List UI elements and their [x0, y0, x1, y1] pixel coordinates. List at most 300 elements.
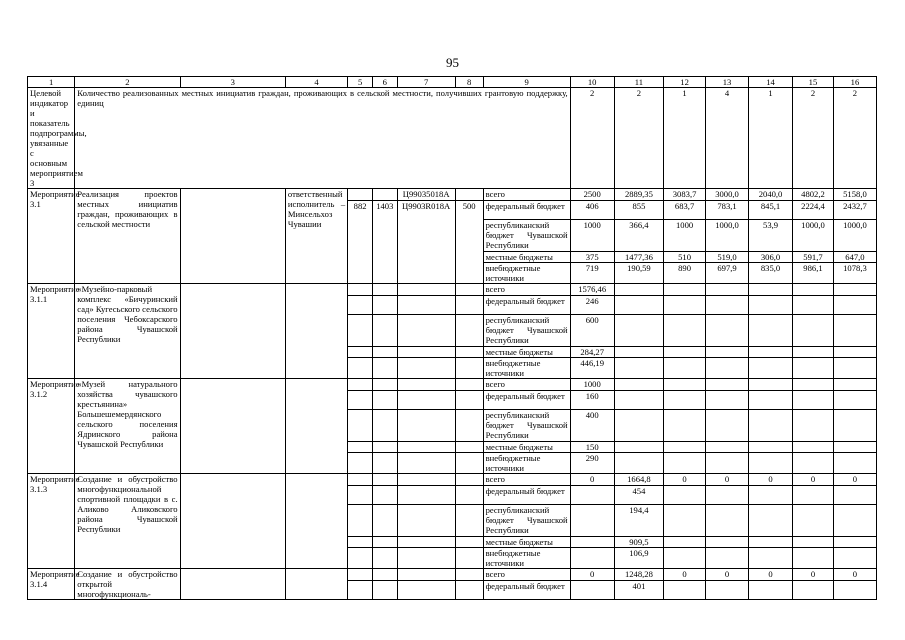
- funding-value: 0: [833, 474, 876, 486]
- funding-value: [614, 391, 663, 410]
- csr-code: Ц9903R018А: [397, 201, 455, 284]
- funding-value: [706, 548, 749, 569]
- funding-value: 510: [664, 252, 706, 263]
- funding-value: [570, 581, 614, 600]
- funding-source: республиканский бюджет Чувашской Республики: [483, 410, 570, 442]
- empty-cell: [397, 537, 455, 548]
- empty-cell: [180, 284, 285, 379]
- funding-value: 909,5: [614, 537, 663, 548]
- funding-value: [706, 453, 749, 474]
- empty-cell: [397, 453, 455, 474]
- measure-id: Мероприятие 3.1: [28, 189, 75, 284]
- funding-value: [833, 442, 876, 453]
- funding-source: местные бюджеты: [483, 347, 570, 358]
- column-number: 8: [455, 77, 483, 88]
- funding-value: [664, 442, 706, 453]
- funding-value: 890: [664, 263, 706, 284]
- empty-cell: [397, 391, 455, 410]
- empty-cell: [348, 189, 373, 201]
- empty-cell: [455, 548, 483, 569]
- funding-value: 2040,0: [749, 189, 793, 201]
- empty-cell: [348, 410, 373, 442]
- funding-value: 246: [570, 296, 614, 315]
- funding-value: [833, 284, 876, 296]
- empty-cell: [397, 442, 455, 453]
- funding-value: [706, 379, 749, 391]
- indicator-value: 2: [570, 88, 614, 189]
- empty-cell: [348, 379, 373, 391]
- funding-value: 0: [706, 474, 749, 486]
- empty-cell: [372, 358, 397, 379]
- empty-cell: [372, 189, 397, 201]
- csr-code: Ц99035018А: [397, 189, 455, 201]
- indicator-value: 4: [706, 88, 749, 189]
- column-number: 10: [570, 77, 614, 88]
- measure-name: «Музей натурального хозяйства чувашского крестьянина» Большешемердянского сельского поселения Ядринского района Чувашской Республики: [75, 379, 180, 474]
- funding-value: 2224,4: [793, 201, 834, 220]
- grbs-code: 882: [348, 201, 373, 284]
- empty-cell: [372, 453, 397, 474]
- funding-value: [793, 379, 834, 391]
- funding-value: [614, 315, 663, 347]
- empty-cell: [397, 410, 455, 442]
- measure-name: Создание и обустройство открытой многофункциональ-: [75, 569, 180, 600]
- column-number: 9: [483, 77, 570, 88]
- funding-value: [664, 347, 706, 358]
- funding-value: [793, 358, 834, 379]
- funding-value: [793, 410, 834, 442]
- funding-value: 5158,0: [833, 189, 876, 201]
- funding-value: 0: [749, 474, 793, 486]
- empty-cell: [397, 296, 455, 315]
- funding-value: [793, 284, 834, 296]
- empty-cell: [372, 442, 397, 453]
- funding-value: [749, 358, 793, 379]
- funding-value: 783,1: [706, 201, 749, 220]
- indicator-value: 2: [614, 88, 663, 189]
- funding-value: [749, 391, 793, 410]
- empty-cell: [372, 569, 397, 581]
- funding-value: 2889,35: [614, 189, 663, 201]
- funding-source: федеральный бюджет: [483, 486, 570, 505]
- funding-value: 855: [614, 201, 663, 220]
- funding-value: 600: [570, 315, 614, 347]
- funding-source: федеральный бюджет: [483, 296, 570, 315]
- column-number: 3: [180, 77, 285, 88]
- vr-code: 500: [455, 201, 483, 284]
- column-number: 7: [397, 77, 455, 88]
- empty-cell: [397, 505, 455, 537]
- empty-cell: [455, 189, 483, 201]
- funding-value: 2500: [570, 189, 614, 201]
- empty-cell: [348, 453, 373, 474]
- funding-value: 1000,0: [833, 220, 876, 252]
- funding-value: [749, 548, 793, 569]
- empty-cell: [348, 284, 373, 296]
- empty-cell: [372, 505, 397, 537]
- funding-value: 401: [614, 581, 663, 600]
- funding-value: [570, 548, 614, 569]
- measure-executor: ответственный исполнитель – Минсельхоз Чувашии: [285, 189, 347, 284]
- empty-cell: [455, 347, 483, 358]
- page-number: 95: [446, 55, 459, 70]
- funding-value: 284,27: [570, 347, 614, 358]
- funding-value: [706, 315, 749, 347]
- funding-value: 194,4: [614, 505, 663, 537]
- funding-value: [749, 486, 793, 505]
- funding-value: [664, 315, 706, 347]
- funding-value: [833, 347, 876, 358]
- funding-value: 2432,7: [833, 201, 876, 220]
- empty-cell: [397, 347, 455, 358]
- funding-source: внебюджетные источники: [483, 548, 570, 569]
- empty-cell: [455, 410, 483, 442]
- funding-value: 366,4: [614, 220, 663, 252]
- funding-value: 1000,0: [706, 220, 749, 252]
- funding-value: 0: [664, 569, 706, 581]
- funding-value: [664, 391, 706, 410]
- funding-value: [664, 284, 706, 296]
- empty-cell: [348, 442, 373, 453]
- funding-value: [793, 581, 834, 600]
- funding-value: [570, 537, 614, 548]
- indicator-value: 2: [833, 88, 876, 189]
- funding-source: федеральный бюджет: [483, 201, 570, 220]
- funding-value: 53,9: [749, 220, 793, 252]
- funding-value: [706, 581, 749, 600]
- funding-value: [833, 548, 876, 569]
- funding-value: [749, 284, 793, 296]
- funding-value: [833, 581, 876, 600]
- measure-executor: [285, 474, 347, 569]
- empty-cell: [348, 358, 373, 379]
- funding-value: 0: [570, 569, 614, 581]
- empty-cell: [180, 569, 285, 600]
- funding-value: [793, 486, 834, 505]
- funding-value: [706, 505, 749, 537]
- funding-value: 454: [614, 486, 663, 505]
- funding-value: 306,0: [749, 252, 793, 263]
- funding-source: внебюджетные источники: [483, 263, 570, 284]
- funding-value: [833, 505, 876, 537]
- funding-value: 591,7: [793, 252, 834, 263]
- table-row: [28, 189, 877, 201]
- funding-value: 697,9: [706, 263, 749, 284]
- funding-value: [793, 315, 834, 347]
- funding-value: 1000: [664, 220, 706, 252]
- funding-value: 1000: [570, 220, 614, 252]
- empty-cell: [455, 505, 483, 537]
- empty-cell: [372, 486, 397, 505]
- empty-cell: [455, 358, 483, 379]
- funding-value: [706, 486, 749, 505]
- funding-value: [664, 581, 706, 600]
- funding-value: [833, 379, 876, 391]
- funding-value: 0: [793, 474, 834, 486]
- funding-value: [614, 347, 663, 358]
- funding-value: 0: [706, 569, 749, 581]
- funding-value: 3000,0: [706, 189, 749, 201]
- funding-value: [749, 347, 793, 358]
- measure-name: Реализация проектов местных инициатив граждан, проживающих в сельской местности: [75, 189, 180, 284]
- funding-value: 375: [570, 252, 614, 263]
- funding-value: [833, 537, 876, 548]
- funding-value: 1576,46: [570, 284, 614, 296]
- funding-value: 986,1: [793, 263, 834, 284]
- column-number: 12: [664, 77, 706, 88]
- funding-value: [664, 505, 706, 537]
- funding-value: [614, 296, 663, 315]
- empty-cell: [348, 569, 373, 581]
- funding-source: всего: [483, 284, 570, 296]
- funding-value: [793, 453, 834, 474]
- funding-value: 719: [570, 263, 614, 284]
- funding-value: 190,59: [614, 263, 663, 284]
- empty-cell: [348, 315, 373, 347]
- measure-executor: [285, 284, 347, 379]
- funding-value: 519,0: [706, 252, 749, 263]
- empty-cell: [372, 379, 397, 391]
- funding-value: [664, 548, 706, 569]
- empty-cell: [348, 296, 373, 315]
- funding-value: [793, 296, 834, 315]
- funding-source: местные бюджеты: [483, 252, 570, 263]
- funding-value: [793, 537, 834, 548]
- empty-cell: [397, 569, 455, 581]
- table-row: [28, 569, 877, 581]
- empty-cell: [372, 410, 397, 442]
- funding-value: 0: [749, 569, 793, 581]
- funding-source: внебюджетные источники: [483, 453, 570, 474]
- funding-value: [833, 296, 876, 315]
- funding-value: [570, 505, 614, 537]
- funding-value: [614, 442, 663, 453]
- funding-source: республиканский бюджет Чувашской Республики: [483, 315, 570, 347]
- funding-value: 290: [570, 453, 614, 474]
- funding-source: федеральный бюджет: [483, 581, 570, 600]
- column-number: 14: [749, 77, 793, 88]
- column-number: 16: [833, 77, 876, 88]
- measure-id: Мероприятие 3.1.3: [28, 474, 75, 569]
- funding-value: [749, 537, 793, 548]
- column-number: 4: [285, 77, 347, 88]
- empty-cell: [372, 474, 397, 486]
- funding-value: [749, 442, 793, 453]
- rzpr-code: 1403: [372, 201, 397, 284]
- funding-value: [793, 548, 834, 569]
- empty-cell: [372, 548, 397, 569]
- funding-value: 0: [664, 474, 706, 486]
- funding-value: 406: [570, 201, 614, 220]
- empty-cell: [455, 296, 483, 315]
- indicator-description: Количество реализованных местных инициатив граждан, проживающих в сельской местности, получивших грантовую поддержку, единиц: [75, 88, 570, 189]
- funding-value: 835,0: [749, 263, 793, 284]
- funding-value: 1000: [570, 379, 614, 391]
- funding-value: [664, 379, 706, 391]
- funding-value: [749, 379, 793, 391]
- funding-source: всего: [483, 189, 570, 201]
- funding-value: [664, 486, 706, 505]
- funding-value: [833, 391, 876, 410]
- indicator-value: 1: [749, 88, 793, 189]
- funding-value: 0: [833, 569, 876, 581]
- empty-cell: [348, 391, 373, 410]
- column-number: 13: [706, 77, 749, 88]
- funding-value: [749, 453, 793, 474]
- empty-cell: [348, 581, 373, 600]
- funding-value: 845,1: [749, 201, 793, 220]
- funding-source: всего: [483, 569, 570, 581]
- funding-value: 1000,0: [793, 220, 834, 252]
- empty-cell: [455, 284, 483, 296]
- funding-value: 150: [570, 442, 614, 453]
- funding-value: 106,9: [614, 548, 663, 569]
- column-number: 15: [793, 77, 834, 88]
- empty-cell: [455, 442, 483, 453]
- column-number-row: [28, 77, 877, 88]
- empty-cell: [348, 474, 373, 486]
- funding-value: [749, 315, 793, 347]
- empty-cell: [455, 453, 483, 474]
- funding-source: федеральный бюджет: [483, 391, 570, 410]
- funding-source: всего: [483, 474, 570, 486]
- funding-value: [749, 581, 793, 600]
- funding-value: 446,19: [570, 358, 614, 379]
- funding-value: [793, 347, 834, 358]
- empty-cell: [372, 315, 397, 347]
- funding-value: 647,0: [833, 252, 876, 263]
- funding-value: [664, 296, 706, 315]
- column-number: 1: [28, 77, 75, 88]
- empty-cell: [455, 569, 483, 581]
- measure-id: Мероприятие 3.1.4: [28, 569, 75, 600]
- measure-executor: [285, 379, 347, 474]
- empty-cell: [180, 189, 285, 284]
- funding-value: [833, 486, 876, 505]
- funding-value: [833, 410, 876, 442]
- funding-value: 3083,7: [664, 189, 706, 201]
- empty-cell: [397, 358, 455, 379]
- measure-name: «Музейно-парковый комплекс «Бичуринский сад» Кугесьского сельского поселения Чебоксарского района Чувашской Республики: [75, 284, 180, 379]
- empty-cell: [455, 391, 483, 410]
- empty-cell: [455, 379, 483, 391]
- budget-table: [27, 76, 877, 600]
- column-number: 11: [614, 77, 663, 88]
- empty-cell: [397, 474, 455, 486]
- funding-value: 4802,2: [793, 189, 834, 201]
- column-number: 2: [75, 77, 180, 88]
- funding-value: [706, 537, 749, 548]
- measure-name: Создание и обустройство многофункциональной спортивной площадки в с. Аликово Аликовского района Чувашской Республики: [75, 474, 180, 569]
- funding-value: [664, 358, 706, 379]
- indicator-label: Целевой индикатор и показатель подпрограммы, увязанные с основным мероприятием 3: [28, 88, 75, 189]
- empty-cell: [348, 537, 373, 548]
- measure-executor: [285, 569, 347, 600]
- funding-value: [793, 442, 834, 453]
- table-row: [28, 474, 877, 486]
- funding-value: 1664,8: [614, 474, 663, 486]
- funding-value: [706, 347, 749, 358]
- empty-cell: [372, 347, 397, 358]
- funding-value: [664, 410, 706, 442]
- funding-source: всего: [483, 379, 570, 391]
- funding-source: местные бюджеты: [483, 442, 570, 453]
- empty-cell: [397, 548, 455, 569]
- funding-value: [614, 358, 663, 379]
- funding-value: [614, 284, 663, 296]
- funding-source: местные бюджеты: [483, 537, 570, 548]
- empty-cell: [348, 347, 373, 358]
- column-number: 5: [348, 77, 373, 88]
- empty-cell: [372, 537, 397, 548]
- funding-value: [664, 537, 706, 548]
- empty-cell: [455, 474, 483, 486]
- funding-value: [793, 505, 834, 537]
- table-row: [28, 284, 877, 296]
- empty-cell: [180, 379, 285, 474]
- funding-value: [706, 391, 749, 410]
- measure-id: Мероприятие 3.1.2: [28, 379, 75, 474]
- funding-value: [664, 453, 706, 474]
- empty-cell: [372, 391, 397, 410]
- funding-value: [706, 410, 749, 442]
- indicator-value: 2: [793, 88, 834, 189]
- empty-cell: [372, 284, 397, 296]
- funding-value: 400: [570, 410, 614, 442]
- funding-source: внебюджетные источники: [483, 358, 570, 379]
- empty-cell: [372, 296, 397, 315]
- funding-value: 1078,3: [833, 263, 876, 284]
- funding-value: 0: [793, 569, 834, 581]
- column-number: 6: [372, 77, 397, 88]
- funding-value: [793, 391, 834, 410]
- funding-value: [614, 410, 663, 442]
- funding-value: [749, 296, 793, 315]
- funding-value: [749, 410, 793, 442]
- empty-cell: [455, 537, 483, 548]
- empty-cell: [348, 548, 373, 569]
- funding-value: 0: [570, 474, 614, 486]
- empty-cell: [348, 486, 373, 505]
- funding-value: [706, 296, 749, 315]
- funding-value: [749, 505, 793, 537]
- indicator-row: [28, 88, 877, 189]
- empty-cell: [372, 581, 397, 600]
- funding-value: 160: [570, 391, 614, 410]
- funding-value: [614, 453, 663, 474]
- funding-source: республиканский бюджет Чувашской Республики: [483, 505, 570, 537]
- funding-value: [833, 315, 876, 347]
- funding-value: [706, 442, 749, 453]
- funding-value: [570, 486, 614, 505]
- funding-value: [833, 453, 876, 474]
- funding-value: [833, 358, 876, 379]
- empty-cell: [397, 486, 455, 505]
- empty-cell: [397, 284, 455, 296]
- measure-id: Мероприятие 3.1.1: [28, 284, 75, 379]
- empty-cell: [455, 486, 483, 505]
- empty-cell: [455, 581, 483, 600]
- empty-cell: [348, 505, 373, 537]
- funding-value: [706, 284, 749, 296]
- funding-value: 1248,28: [614, 569, 663, 581]
- funding-source: республиканский бюджет Чувашской Республики: [483, 220, 570, 252]
- indicator-value: 1: [664, 88, 706, 189]
- empty-cell: [397, 315, 455, 347]
- funding-value: 683,7: [664, 201, 706, 220]
- table-row: [28, 379, 877, 391]
- funding-value: 1477,36: [614, 252, 663, 263]
